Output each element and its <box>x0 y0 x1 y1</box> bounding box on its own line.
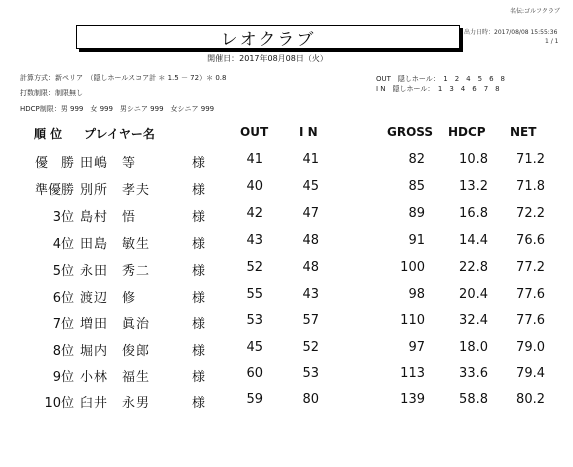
column-header-in: I N <box>299 125 318 139</box>
gross-cell: 91 <box>408 233 425 248</box>
organization-label: 名伝:ゴルフクラブ <box>510 8 560 15</box>
honorific-cell: 様 <box>192 183 206 198</box>
hdcp-cell: 16.8 <box>459 206 488 221</box>
gross-cell: 113 <box>400 366 425 381</box>
page-title: レオクラブ <box>76 25 460 49</box>
table-row <box>0 206 573 226</box>
out-score-cell: 43 <box>246 233 263 248</box>
hdcp-cell: 33.6 <box>459 366 488 381</box>
table-row <box>0 260 573 280</box>
table-row <box>0 313 573 333</box>
honorific-cell: 様 <box>192 264 206 279</box>
in-hidden-holes: I N 隠しホール： 1 3 4 6 7 8 <box>376 85 500 93</box>
in-score-cell: 48 <box>302 260 319 275</box>
honorific-cell: 様 <box>192 210 206 225</box>
player-name-cell: 田島 敏生 <box>80 237 151 252</box>
hdcp-cell: 18.0 <box>459 340 488 355</box>
table-row <box>0 179 573 199</box>
gross-cell: 97 <box>408 340 425 355</box>
player-name-cell: 臼井 永男 <box>80 396 151 411</box>
hdcp-cell: 13.2 <box>459 179 488 194</box>
in-score-cell: 53 <box>302 366 319 381</box>
net-cell: 71.8 <box>516 179 545 194</box>
honorific-cell: 様 <box>192 156 206 171</box>
hdcp-cell: 22.8 <box>459 260 488 275</box>
hdcp-cell: 14.4 <box>459 233 488 248</box>
out-score-cell: 59 <box>246 392 263 407</box>
player-name-cell: 別所 孝夫 <box>80 183 151 198</box>
out-score-cell: 40 <box>246 179 263 194</box>
out-score-cell: 60 <box>246 366 263 381</box>
column-header-hdcp: HDCP <box>448 125 486 139</box>
honorific-cell: 様 <box>192 396 206 411</box>
rank-cell: 9位 <box>52 370 74 385</box>
rank-cell: 3位 <box>52 210 74 225</box>
net-cell: 77.2 <box>516 260 545 275</box>
player-name-cell: 島村 悟 <box>80 210 137 225</box>
honorific-cell: 様 <box>192 291 206 306</box>
out-score-cell: 45 <box>246 340 263 355</box>
in-score-cell: 47 <box>302 206 319 221</box>
net-cell: 79.4 <box>516 366 545 381</box>
page-indicator: 1 / 1 <box>545 38 559 45</box>
honorific-cell: 様 <box>192 344 206 359</box>
column-header-player: プレイヤー名 <box>84 127 155 141</box>
hdcp-limit: HDCP制限：男 999 女 999 男シニア 999 女シニア 999 <box>20 105 215 113</box>
in-score-cell: 45 <box>302 179 319 194</box>
in-score-cell: 43 <box>302 287 319 302</box>
table-row <box>0 392 573 412</box>
event-date: 開催日：2017年08月08日（火） <box>207 54 328 63</box>
gross-cell: 85 <box>408 179 425 194</box>
out-score-cell: 42 <box>246 206 263 221</box>
hdcp-cell: 10.8 <box>459 152 488 167</box>
calc-method: 計算方式：新ペリア （隠しホールスコア計 ＊ 1.5 － 72）＊ 0.8 <box>20 74 227 82</box>
hdcp-cell: 32.4 <box>459 313 488 328</box>
net-cell: 71.2 <box>516 152 545 167</box>
gross-cell: 110 <box>400 313 425 328</box>
rank-cell: 4位 <box>52 237 74 252</box>
column-header-rank: 順 位 <box>34 127 63 141</box>
honorific-cell: 様 <box>192 370 206 385</box>
player-name-cell: 永田 秀二 <box>80 264 151 279</box>
player-name-cell: 渡辺 修 <box>80 291 137 306</box>
honorific-cell: 様 <box>192 317 206 332</box>
table-row <box>0 366 573 386</box>
column-header-gross: GROSS <box>387 125 434 139</box>
player-name-cell: 堀内 俊郎 <box>80 344 151 359</box>
rank-cell: 準優勝 <box>34 183 74 198</box>
rank-cell: 優 勝 <box>34 156 74 171</box>
gross-cell: 139 <box>400 392 425 407</box>
rank-cell: 10位 <box>44 396 74 411</box>
rank-cell: 5位 <box>52 264 74 279</box>
rank-cell: 7位 <box>52 317 74 332</box>
in-score-cell: 41 <box>302 152 319 167</box>
hdcp-cell: 20.4 <box>459 287 488 302</box>
rank-cell: 8位 <box>52 344 74 359</box>
table-row <box>0 233 573 253</box>
table-row <box>0 340 573 360</box>
table-row <box>0 287 573 307</box>
out-hidden-holes: OUT 隠しホール： 1 2 4 5 6 8 <box>376 75 505 83</box>
net-cell: 80.2 <box>516 392 545 407</box>
in-score-cell: 80 <box>302 392 319 407</box>
out-score-cell: 55 <box>246 287 263 302</box>
in-score-cell: 57 <box>302 313 319 328</box>
honorific-cell: 様 <box>192 237 206 252</box>
gross-cell: 100 <box>400 260 425 275</box>
column-header-net: NET <box>510 125 537 139</box>
net-cell: 79.0 <box>516 340 545 355</box>
in-score-cell: 48 <box>302 233 319 248</box>
net-cell: 72.2 <box>516 206 545 221</box>
gross-cell: 98 <box>408 287 425 302</box>
out-score-cell: 52 <box>246 260 263 275</box>
hdcp-cell: 58.8 <box>459 392 488 407</box>
gross-cell: 82 <box>408 152 425 167</box>
gross-cell: 89 <box>408 206 425 221</box>
out-score-cell: 53 <box>246 313 263 328</box>
out-score-cell: 41 <box>246 152 263 167</box>
in-score-cell: 52 <box>302 340 319 355</box>
net-cell: 77.6 <box>516 313 545 328</box>
player-name-cell: 増田 眞治 <box>80 317 151 332</box>
column-header-out: OUT <box>240 125 269 139</box>
player-name-cell: 小林 福生 <box>80 370 151 385</box>
stroke-limit: 打数制限：制限無し <box>20 89 83 97</box>
print-timestamp: 出力日時：2017/08/08 15:55:36 <box>464 29 558 36</box>
player-name-cell: 田嶋 等 <box>80 156 137 171</box>
table-row <box>0 152 573 172</box>
net-cell: 76.6 <box>516 233 545 248</box>
net-cell: 77.6 <box>516 287 545 302</box>
rank-cell: 6位 <box>52 291 74 306</box>
